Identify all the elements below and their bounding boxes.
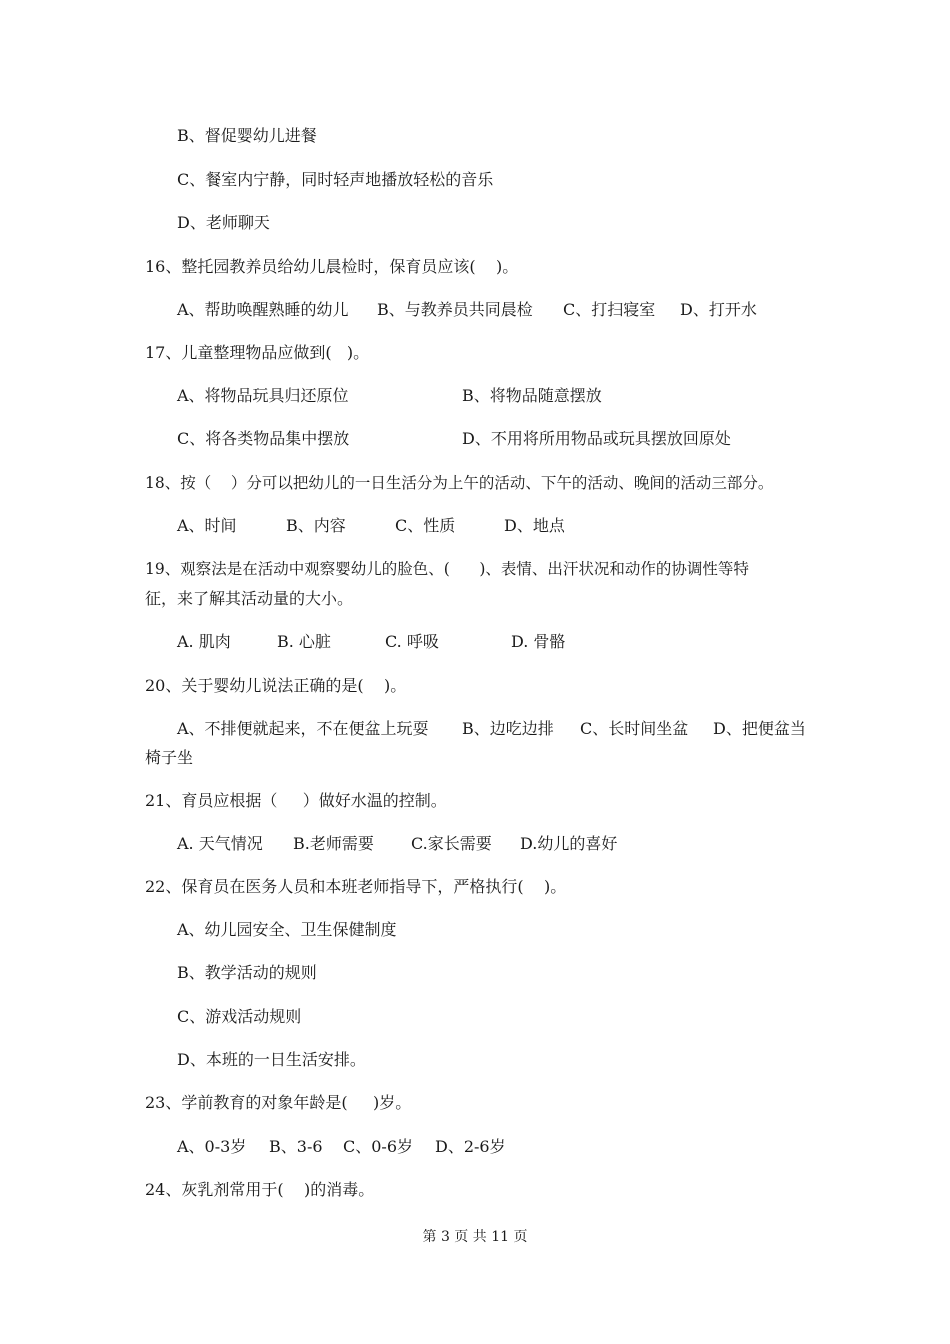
option-23c: C、0-6岁 [343, 1137, 414, 1156]
option-19d: D. 骨骼 [511, 632, 566, 651]
option-21b: B.老师需要 [293, 834, 374, 853]
question-24: 24、灰乳剂常用于( )的消毒。 [145, 1180, 375, 1199]
option-18c: C、性质 [395, 516, 456, 535]
option-16c: C、打扫寝室 [563, 300, 656, 319]
option-23a: A、0-3岁 [177, 1137, 247, 1156]
option-21a: A. 天气情况 [177, 834, 263, 853]
option-18a: A、时间 [177, 516, 237, 535]
option-20c: C、长时间坐盆 [580, 719, 689, 738]
question-17: 17、儿童整理物品应做到( )。 [145, 343, 370, 362]
option-20a: A、不排便就起来，不在便盆上玩耍 [177, 719, 429, 738]
option-17d: D、不用将所用物品或玩具摆放回原处 [462, 429, 731, 448]
option-19b: B. 心脏 [277, 632, 331, 651]
option-16b: B、与教养员共同晨检 [377, 300, 533, 319]
option-20d-cont: 椅子坐 [145, 748, 194, 767]
option-17a: A、将物品玩具归还原位 [177, 386, 349, 405]
question-16: 16、整托园教养员给幼儿晨检时，保育员应该( )。 [145, 257, 519, 276]
question-19: 19、观察法是在活动中观察婴幼儿的脸色、( )、表情、出汗状况和动作的协调性等特 [145, 560, 749, 578]
option-15d: D、老师聊天 [177, 213, 270, 232]
question-23: 23、学前教育的对象年龄是( )岁。 [145, 1093, 412, 1112]
option-20b: B、边吃边排 [462, 719, 554, 738]
option-23d: D、2-6岁 [435, 1137, 506, 1156]
option-17b: B、将物品随意摆放 [462, 386, 602, 405]
option-19c: C. 呼吸 [385, 632, 439, 651]
option-22a: A、幼儿园安全、卫生保健制度 [177, 920, 397, 939]
option-16d: D、打开水 [680, 300, 757, 319]
option-15c: C、餐室内宁静，同时轻声地播放轻松的音乐 [177, 170, 494, 189]
option-22b: B、教学活动的规则 [177, 963, 317, 982]
option-22d: D、本班的一日生活安排。 [177, 1050, 366, 1069]
page-footer: 第 3 页 共 11 页 [422, 1229, 528, 1245]
question-18: 18、按（ ）分可以把幼儿的一日生活分为上午的活动、下午的活动、晚间的活动三部分。 [145, 474, 774, 492]
option-15b: B、督促婴幼儿进餐 [177, 126, 317, 145]
option-23b: B、3-6 [269, 1137, 323, 1156]
option-17c: C、将各类物品集中摆放 [177, 429, 350, 448]
option-20d: D、把便盆当 [713, 719, 806, 738]
option-16a: A、帮助唤醒熟睡的幼儿 [177, 300, 349, 319]
option-19a: A. 肌肉 [177, 632, 231, 651]
question-22: 22、保育员在医务人员和本班老师指导下，严格执行( )。 [145, 877, 567, 896]
option-18b: B、内容 [286, 516, 346, 535]
question-20: 20、关于婴幼儿说法正确的是( )。 [145, 676, 407, 695]
question-21: 21、育员应根据（ ）做好水温的控制。 [145, 791, 447, 810]
option-21d: D.幼儿的喜好 [520, 834, 618, 853]
question-19-cont: 征，来了解其活动量的大小。 [145, 589, 354, 608]
option-22c: C、游戏活动规则 [177, 1007, 302, 1026]
option-21c: C.家长需要 [411, 834, 492, 853]
option-18d: D、地点 [504, 516, 565, 535]
